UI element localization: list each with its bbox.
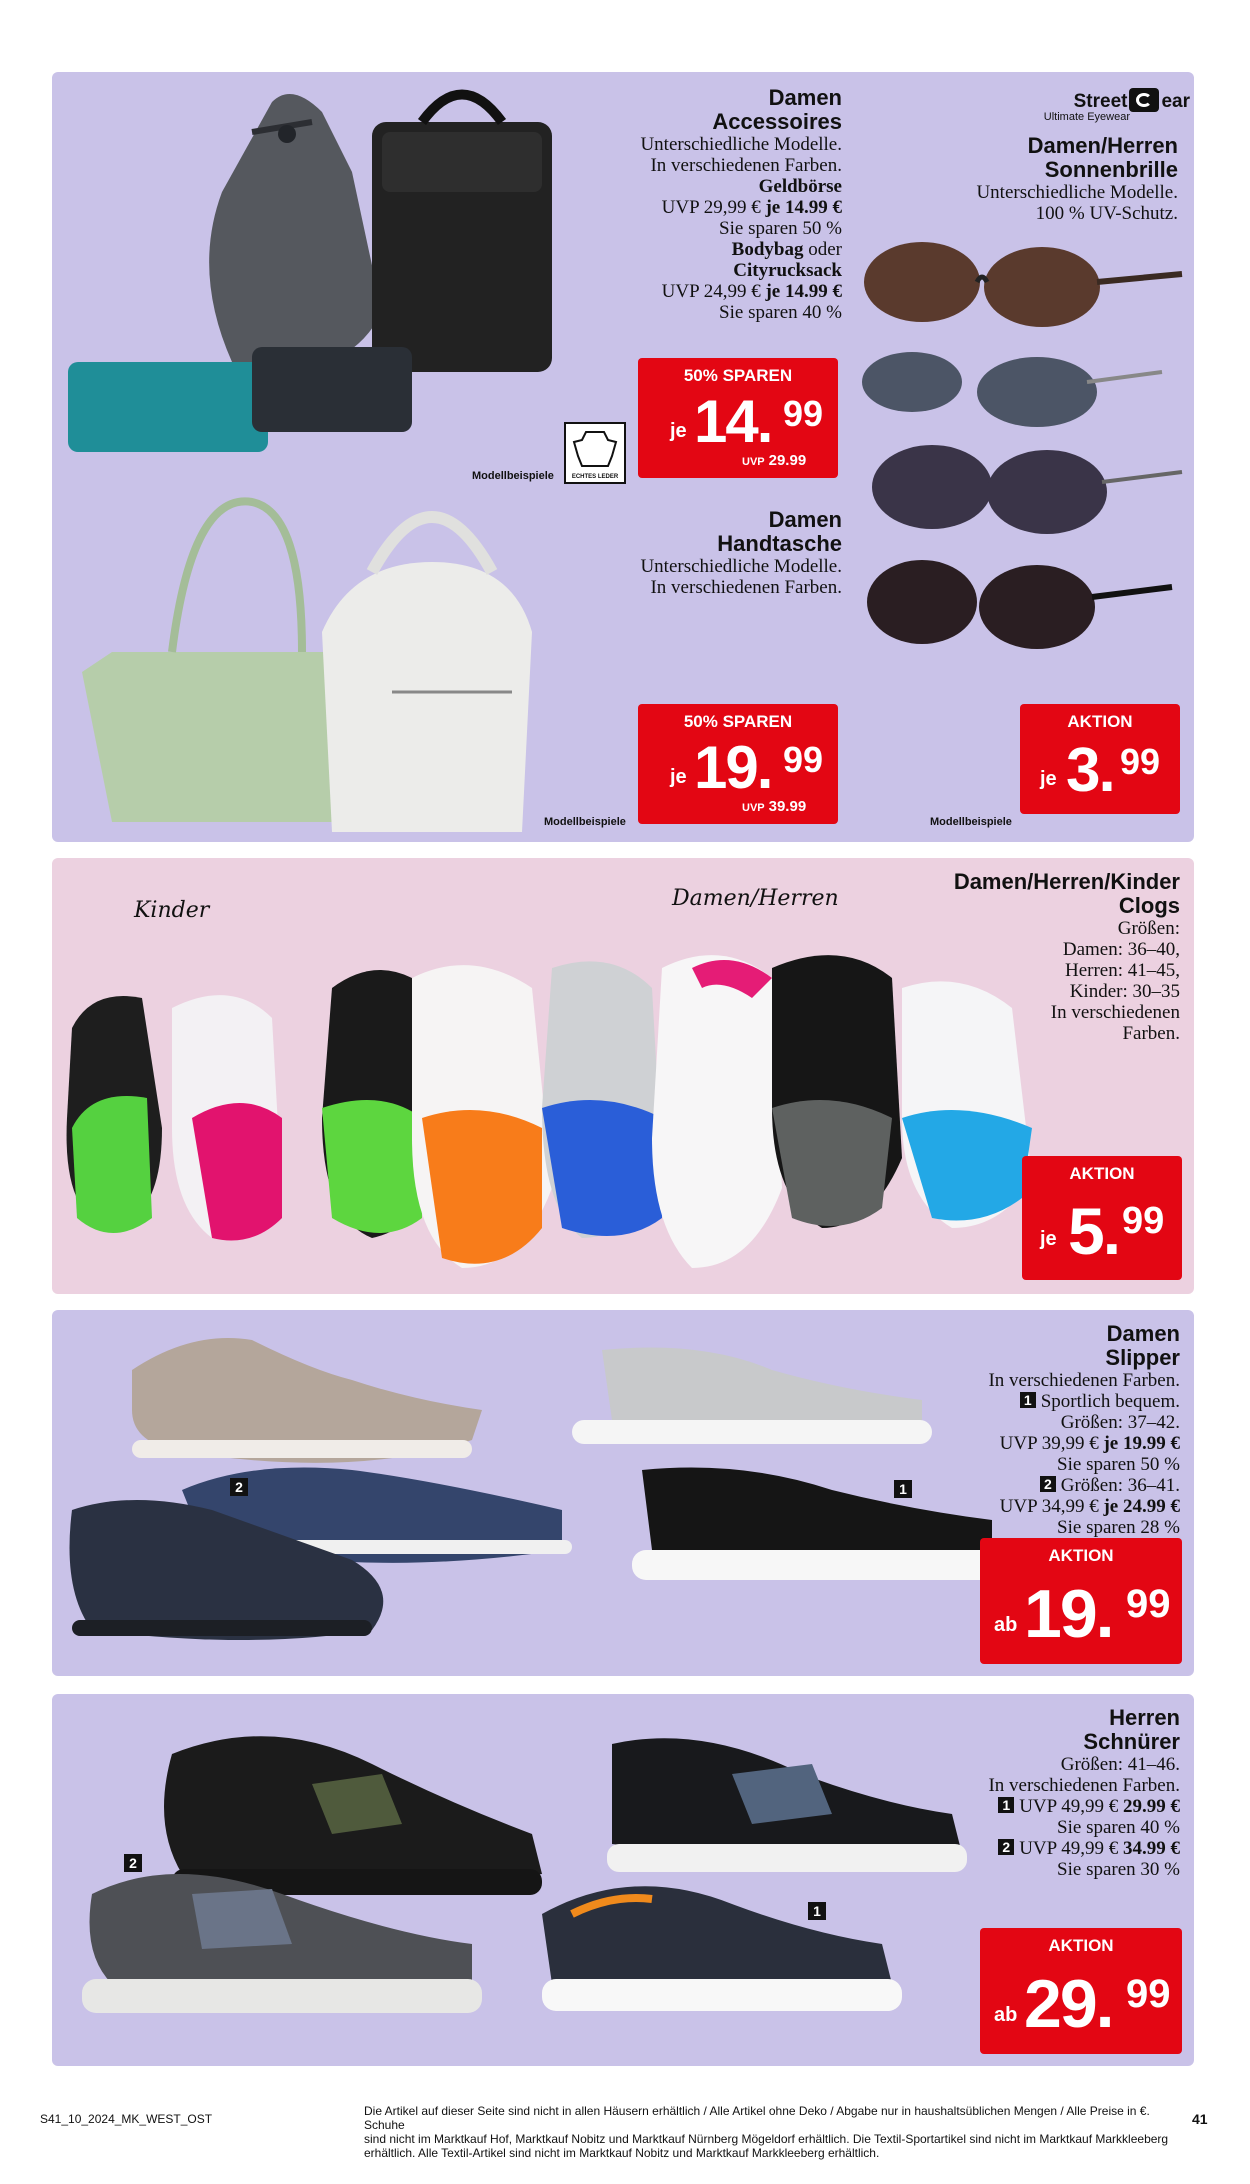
schnuerer-price-box xyxy=(980,1928,1182,2054)
schnuerer-b2-uvp: UVP 49,99 € xyxy=(1019,1838,1119,1859)
accessoires-price-uvp xyxy=(742,452,806,469)
footer-line-3: erhältlich. Alle Textil-Artikel sind nicht im Marktkauf Nobitz und Marktkauf Markkleeberg erhältlich. xyxy=(364,2146,880,2160)
slipper-title-1: Damen xyxy=(1106,1321,1180,1346)
sonnenbrille-line-1: Unterschiedliche Modelle. xyxy=(976,182,1178,203)
slipper-text xyxy=(772,1322,1180,1538)
footer-code: S41_10_2024_MK_WEST_OST xyxy=(40,2112,213,2126)
slipper-price-tag: AKTION xyxy=(1048,1546,1114,1565)
accessoires-item2-price: je 14.99 € xyxy=(765,281,842,302)
page-number: 41 xyxy=(1192,2111,1208,2127)
slipper-price-euros: 19. xyxy=(1024,1576,1113,1652)
handtasche-price-uvp-label: UVP xyxy=(742,802,765,814)
schnuerer-text xyxy=(772,1706,1180,1880)
schnuerer-b1-badge: 1 xyxy=(998,1797,1014,1813)
clogs-size-kinder: Kinder: 30–35 xyxy=(1069,981,1180,1002)
clogs-price-cents: 99 xyxy=(1122,1200,1165,1242)
handtasche-title-1: Damen xyxy=(768,507,842,532)
handtasche-line-2: In verschiedenen Farben. xyxy=(650,577,842,598)
slipper-b2-uvp: UVP 34,99 € xyxy=(999,1496,1099,1517)
sonnenbrille-title-1: Damen/Herren xyxy=(1027,133,1178,158)
accessoires-item1-save: Sie sparen 50 % xyxy=(719,218,842,239)
slipper-badge-left: 2 xyxy=(230,1478,248,1496)
schnuerer-badge-right: 1 xyxy=(808,1902,826,1920)
slipper-b1-badge: 1 xyxy=(1020,1392,1036,1408)
accessoires-price-uvp-value: 29.99 xyxy=(768,452,807,469)
slipper-price-box xyxy=(980,1538,1182,1664)
handwriting-damen-herren: Damen/Herren xyxy=(672,886,839,911)
slipper-b2-badge: 2 xyxy=(1040,1476,1056,1492)
sonnenbrille-title-2: Sonnenbrille xyxy=(1044,157,1178,182)
slipper-badge-right: 1 xyxy=(894,1480,912,1498)
accessoires-text xyxy=(472,86,842,323)
clogs-title-2: Clogs xyxy=(1118,893,1180,918)
brand-g-icon xyxy=(1129,88,1159,112)
accessoires-price-euros: 14. xyxy=(694,388,772,455)
handtasche-price-tag: 50% SPAREN xyxy=(683,712,793,731)
schnuerer-title-1: Herren xyxy=(1109,1705,1180,1730)
clogs-price-prefix: je xyxy=(1040,1228,1057,1250)
handtasche-caption: Modellbeispiele xyxy=(544,816,626,828)
schnuerer-title-2: Schnürer xyxy=(1083,1729,1180,1754)
clogs-price-euros: 5. xyxy=(1068,1194,1120,1268)
handtasche-price-uvp xyxy=(742,798,806,815)
brand-text-a: Street xyxy=(1073,91,1128,112)
accessoires-item1-name: Geldbörse xyxy=(758,176,842,197)
handtasche-price-prefix: je xyxy=(670,766,687,788)
schnuerer-b1-save: Sie sparen 40 % xyxy=(1057,1817,1180,1838)
slipper-b2-sizes: Größen: 36–41. xyxy=(1060,1475,1180,1496)
slipper-b2-save: Sie sparen 28 % xyxy=(1057,1517,1180,1538)
sunglasses-illustration xyxy=(862,222,1192,682)
accessoires-price-tag: 50% SPAREN xyxy=(683,366,793,385)
accessoires-line-2: In verschiedenen Farben. xyxy=(650,155,842,176)
sonnenbrille-caption: Modellbeispiele xyxy=(930,816,1012,828)
leather-logo-label: ECHTES LEDER xyxy=(571,474,619,480)
handtasche-text xyxy=(472,508,842,598)
handwriting-kinder: Kinder xyxy=(134,898,210,923)
accessoires-item2-name-2: oder xyxy=(803,239,842,260)
brand-subtitle: Ultimate Eyewear xyxy=(1043,111,1130,123)
accessoires-item2-name-3: Cityrucksack xyxy=(733,260,842,281)
accessoires-price-box xyxy=(638,358,838,478)
accessoires-item2-uvp: UVP 24,99 € xyxy=(661,281,761,302)
brand-text-b: ear xyxy=(1161,91,1190,112)
schnuerer-line-1: In verschiedenen Farben. xyxy=(988,1775,1180,1796)
accessoires-caption: Modellbeispiele xyxy=(472,470,554,482)
clogs-panel xyxy=(52,858,1194,1294)
clogs-size-damen: Damen: 36–40, xyxy=(1062,939,1180,960)
schnuerer-panel xyxy=(52,1694,1194,2066)
schnuerer-price-prefix: ab xyxy=(994,2004,1018,2026)
footer-line-1: Die Artikel auf dieser Seite sind nicht in allen Häusern erhältlich / Alle Artikel ohne Deko / Abgabe nur in haushaltsüblichen Mengen / Alle Preise in €. Schuhe xyxy=(364,2104,1150,2132)
schnuerer-b1-price: 29.99 € xyxy=(1123,1796,1180,1817)
slipper-b2-price: je 24.99 € xyxy=(1103,1496,1180,1517)
schnuerer-sizes: Größen: 41–46. xyxy=(1060,1754,1180,1775)
sonnenbrille-price-tag: AKTION xyxy=(1067,712,1133,731)
schnuerer-b1-uvp: UVP 49,99 € xyxy=(1019,1796,1119,1817)
handtasche-title-2: Handtasche xyxy=(717,531,842,556)
slipper-b1-save: Sie sparen 50 % xyxy=(1057,1454,1180,1475)
footer-legal xyxy=(364,2104,1184,2160)
streetgear-logo xyxy=(1010,88,1190,128)
sonnenbrille-price-prefix: je xyxy=(1040,768,1057,790)
accessoires-price-uvp-label: UVP xyxy=(742,456,765,468)
schnuerer-b2-save: Sie sparen 30 % xyxy=(1057,1859,1180,1880)
slipper-b1-uvp: UVP 39,99 € xyxy=(999,1433,1099,1454)
accessoires-item2-save: Sie sparen 40 % xyxy=(719,302,842,323)
sonnenbrille-price-cents: 99 xyxy=(1120,741,1161,782)
handtasche-price-euros: 19. xyxy=(694,734,772,801)
clogs-price-box xyxy=(1022,1156,1182,1280)
clogs-size-herren: Herren: 41–45, xyxy=(1064,960,1180,981)
slipper-price-cents: 99 xyxy=(1126,1582,1171,1626)
slipper-panel xyxy=(52,1310,1194,1676)
sonnenbrille-price-box xyxy=(1020,704,1180,814)
accessoires-item1-uvp: UVP 29,99 € xyxy=(661,197,761,218)
slipper-price-prefix: ab xyxy=(994,1614,1018,1636)
slipper-b1-price: je 19.99 € xyxy=(1103,1433,1180,1454)
schnuerer-price-tag: AKTION xyxy=(1048,1936,1114,1955)
schnuerer-b2-price: 34.99 € xyxy=(1123,1838,1180,1859)
slipper-title-2: Slipper xyxy=(1105,1345,1180,1370)
schnuerer-b2-badge: 2 xyxy=(998,1839,1014,1855)
leather-logo-icon xyxy=(564,422,626,484)
sonnenbrille-text xyxy=(842,134,1178,224)
accessories-panel xyxy=(52,72,1194,842)
clogs-title-1: Damen/Herren/Kinder xyxy=(953,869,1180,894)
clogs-text xyxy=(852,870,1180,1044)
clogs-sizes-label: Größen: xyxy=(1117,918,1180,939)
handtasche-price-cents: 99 xyxy=(783,739,824,780)
schnuerer-price-euros: 29. xyxy=(1024,1966,1113,2042)
slipper-b1-text: Sportlich bequem. xyxy=(1040,1391,1180,1412)
accessoires-price-cents: 99 xyxy=(783,393,824,434)
handtasche-price-box xyxy=(638,704,838,824)
accessoires-item1-price: je 14.99 € xyxy=(765,197,842,218)
accessoires-title-2: Accessoires xyxy=(712,109,842,134)
slipper-b1-sizes: Größen: 37–42. xyxy=(1060,1412,1180,1433)
slipper-line-1: In verschiedenen Farben. xyxy=(988,1370,1180,1391)
footer-line-2: sind nicht im Marktkauf Hof, Marktkauf Nobitz und Marktkauf Nürnberg Mögeldorf erhältlich. Die Textil-Sportartikel sind nicht im Marktkauf Markkleeberg xyxy=(364,2132,1169,2146)
clogs-line-2: Farben. xyxy=(1122,1023,1180,1044)
handtasche-line-1: Unterschiedliche Modelle. xyxy=(640,556,842,577)
schnuerer-badge-left: 2 xyxy=(124,1854,142,1872)
accessoires-line-1: Unterschiedliche Modelle. xyxy=(640,134,842,155)
sonnenbrille-line-2: 100 % UV-Schutz. xyxy=(1035,203,1178,224)
accessoires-price-prefix: je xyxy=(670,420,687,442)
handtasche-price-uvp-value: 39.99 xyxy=(768,798,807,815)
schnuerer-price-cents: 99 xyxy=(1126,1972,1171,2016)
clogs-price-tag: AKTION xyxy=(1069,1164,1135,1183)
accessoires-item2-name-1: Bodybag xyxy=(731,239,804,260)
accessoires-title-1: Damen xyxy=(768,85,842,110)
clogs-line-1: In verschiedenen xyxy=(1050,1002,1180,1023)
sonnenbrille-price-euros: 3. xyxy=(1066,736,1114,805)
